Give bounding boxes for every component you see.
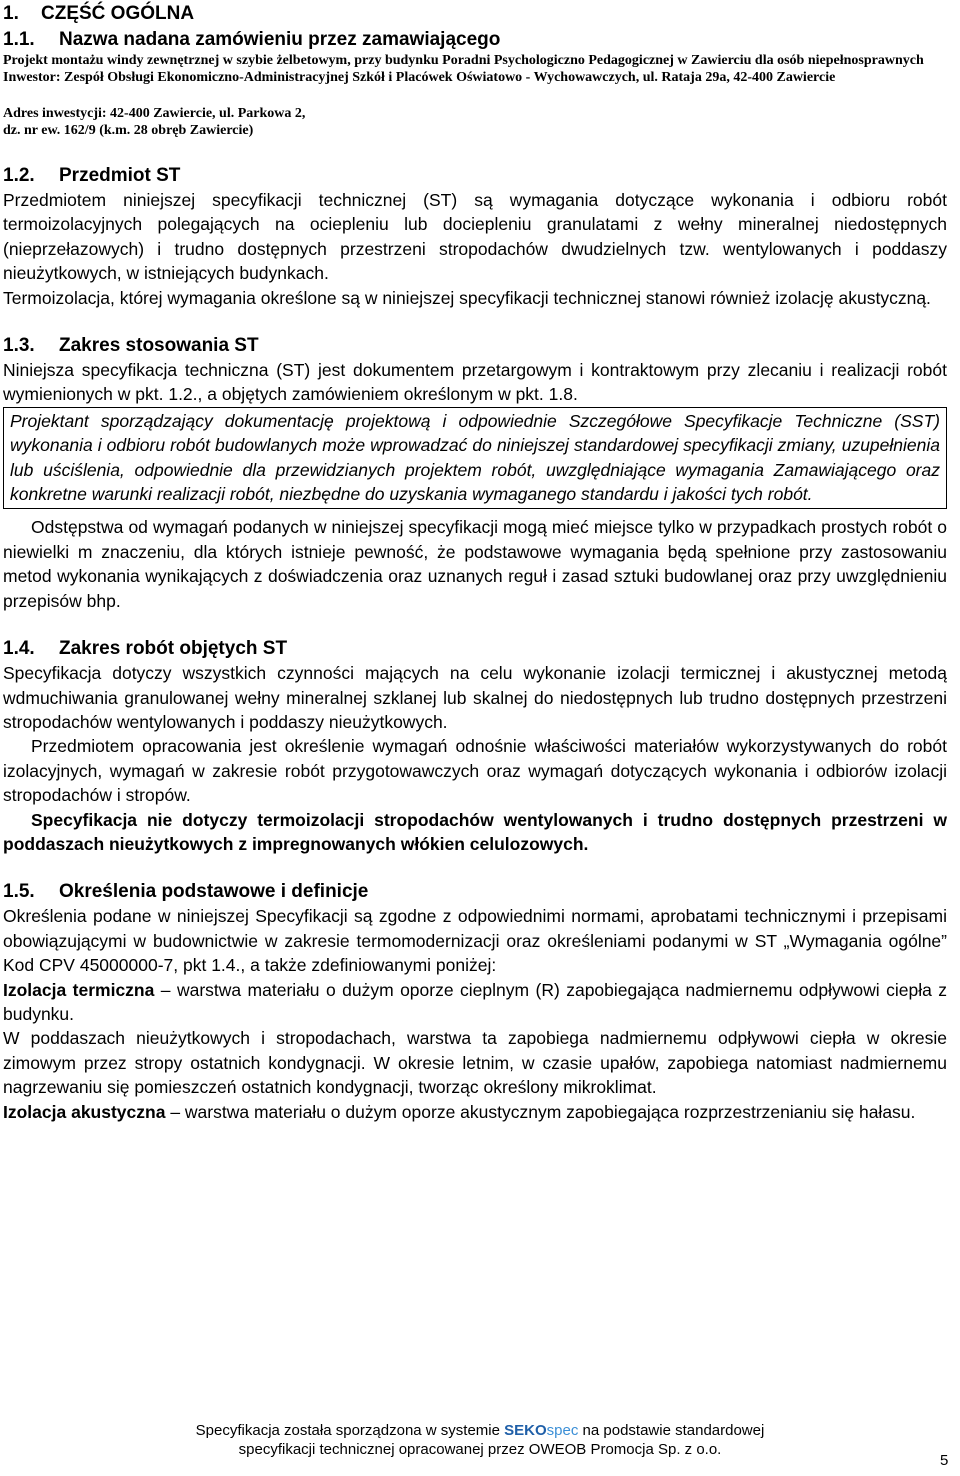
paragraph: Przedmiotem niniejszej specyfikacji technicznej (ST) są wymagania dotyczące wykonania i odbioru robót termoizolacyjnych polegających na ociepleniu lub dociepleniu granulatami z wełny mineralnej niedostępnych (nieprzełazowych) i trudno dostępnych przestrzeni stropodachów dwudzielnych tzw. wentylowanych i poddaszy nieużytkowych, w istniejących budynkach.	[3, 190, 947, 284]
footer-text: na podstawie standardowej	[578, 1422, 765, 1439]
section-number: 1.2.	[3, 165, 35, 186]
definition-term: Izolacja akustyczna	[3, 1101, 166, 1122]
section-title: Zakres stosowania ST	[59, 335, 259, 357]
investor-info: Inwestor: Zespół Obsługi Ekonomiczno-Administracyjnej Szkół i Placówek Oświatowo - Wychowawczych, ul. Rataja 29a, 42-400 Zawiercie	[3, 70, 836, 85]
section-number: 1.1.	[3, 29, 35, 50]
definition-text: – warstwa materiału o dużym oporze cieplnym (R) zapobiegająca nadmiernemu odpływowi ciepła z budynku.	[3, 979, 947, 1024]
footer-text: Specyfikacja została sporządzona w systemie	[195, 1422, 505, 1439]
paragraph: Niniejsza specyfikacja techniczna (ST) jest dokumentem przetargowym i kontraktowym przy zlecaniu i realizacji robót wymienionych w pkt. 1.2., a objętych zamówieniem określonym w pkt. 1.8.	[3, 360, 947, 405]
italic-note-box: Projektant sporządzający dokumentację projektową i odpowiednie Szczegółowe Specyfikacje Techniczne (SST) wykonania i odbioru robót budowlanych może wprowadzać do niniejszej standardowej specyfikacji zmiany, uzupełnienia lub uściślenia, odpowiednie dla przewidzianych projektem robót, uwzględniające wymagania Zamawiającego oraz konkretne warunki realizacji robót, niezbędne do uzyskania wymaganego standardu i jakości tych robót.	[3, 407, 947, 510]
page-footer	[0, 1421, 960, 1459]
chapter-heading	[3, 2, 947, 26]
bold-paragraph: Specyfikacja nie dotyczy termoizolacji stropodachów wentylowanych i trudno dostępnych przestrzeni w poddaszach nieużytkowych z impregnowanych włókien celulozowych.	[3, 809, 947, 854]
section-title: Określenia podstawowe i definicje	[59, 881, 369, 903]
investment-address-2: dz. nr ew. 162/9 (k.m. 28 obręb Zawiercie)	[3, 123, 254, 138]
footer-line-1	[0, 1421, 960, 1440]
document-page	[3, 0, 947, 1124]
section-1-4-heading	[3, 637, 947, 661]
brand-logo-part-b: spec	[546, 1422, 579, 1439]
definition-text: – warstwa materiału o dużym oporze akustycznym zapobiegająca rozprzestrzenianiu się hałasu.	[165, 1101, 916, 1122]
paragraph: Termoizolacja, której wymagania określone są w niniejszej specyfikacji technicznej stanowi również izolację akustyczną.	[3, 287, 931, 308]
definition-thermal	[3, 978, 947, 1027]
section-1-2-heading	[3, 164, 947, 188]
paragraph: Specyfikacja dotyczy wszystkich czynności mających na celu wykonanie izolacji termicznej i akustycznej metodą wdmuchiwania granulowanej wełny mineralnej szklanej lub skalnej do niedostępnych lub trudno dostępnych przestrzeni stropodachów wentylowanych i poddaszy nieużytkowych.	[3, 663, 947, 732]
section-title: Zakres robót objętych ST	[59, 638, 288, 660]
section-number: 1.3.	[3, 335, 35, 357]
project-name: Projekt montażu windy zewnętrznej w szybie żelbetowym, przy budynku Poradni Psychologiczno Pedagogicznej w Zawierciu dla osób niepełnosprawnych	[3, 53, 924, 68]
section-title: Przedmiot ST	[59, 165, 181, 186]
paragraph: Odstępstwa od wymagań podanych w niniejszej specyfikacji mogą mieć miejsce tylko w przypadkach prostych robót o niewielki m znaczeniu, dla których istnieje pewność, że podstawowe wymagania będą spełnione przy zastosowaniu metod wykonania wynikających z doświadczenia oraz uznanych reguł i zasad sztuki budowlanej oraz przy uwzględnieniu przepisów bhp.	[3, 517, 947, 611]
page-number: 5	[940, 1452, 949, 1469]
section-number: 1.4.	[3, 638, 35, 660]
footer-line-2: specyfikacji technicznej opracowanej przez OWEOB Promocja Sp. z o.o.	[238, 1441, 722, 1458]
section-title: Nazwa nadana zamówieniu przez zamawiającego	[59, 29, 501, 50]
section-1-1-heading	[3, 28, 947, 52]
definition-acoustic	[3, 1100, 947, 1124]
paragraph: W poddaszach nieużytkowych i stropodachach, warstwa ta zapobiega nadmiernemu odpływowi ciepła w okresie zimowym przez stropy ostatnich kondygnacji. W okresie letnim, w czasie upałów, zapobiega natomiast nadmiernemu nagrzewaniu się pomieszczeń ostatnich kondygnacji, tworząc określony mikroklimat.	[3, 1028, 947, 1098]
section-number: 1.5.	[3, 881, 35, 903]
paragraph: Przedmiotem opracowania jest określenie wymagań odnośnie właściwości materiałów wykorzystywanych do robót izolacyjnych, wymagań w zakresie robót przygotowawczych oraz wymagań dotyczących wykonania i odbiorów izolacji stropodachów i stropów.	[3, 736, 947, 806]
section-1-5-heading	[3, 880, 947, 904]
paragraph: Określenia podane w niniejszej Specyfikacji są zgodne z odpowiednimi normami, aprobatami technicznymi i przepisami obowiązującymi w budownictwie w zakresie termomodernizacji oraz określeniami podanymi w ST „Wymagania ogólne” Kod CPV 45000000-7, pkt 1.4., a także zdefiniowanymi poniżej:	[3, 906, 947, 976]
chapter-title: CZĘŚĆ OGÓLNA	[41, 3, 195, 24]
definition-term: Izolacja termiczna	[3, 979, 155, 1000]
investment-address-1: Adres inwestycji: 42-400 Zawiercie, ul. Parkowa 2,	[3, 106, 306, 121]
brand-logo-part-a: SEKO	[504, 1422, 547, 1439]
section-1-3-heading	[3, 334, 947, 358]
chapter-number: 1.	[3, 3, 19, 24]
